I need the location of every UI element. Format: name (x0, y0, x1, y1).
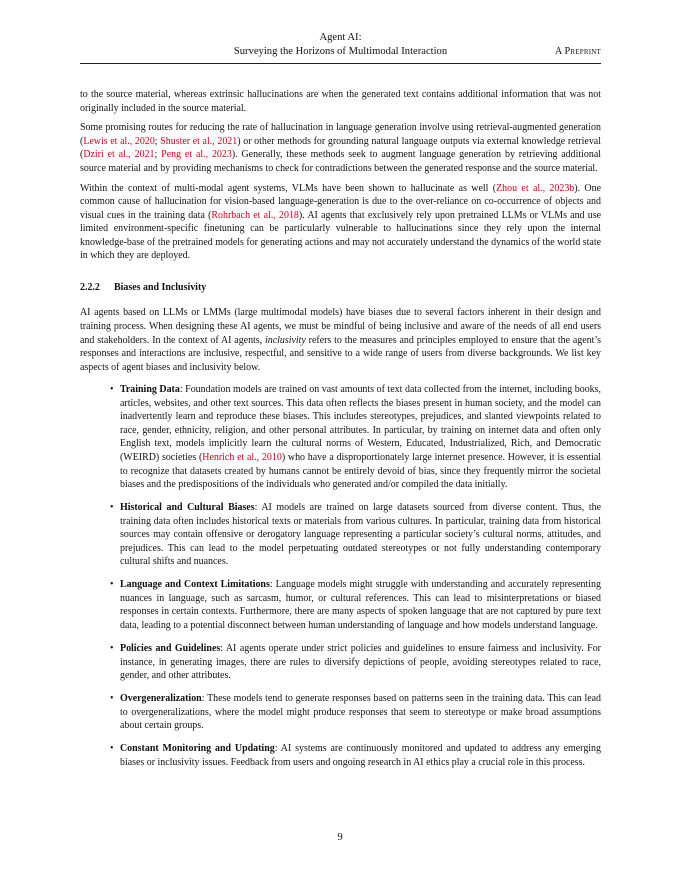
bullet-dot: • (110, 643, 114, 655)
paragraph-multimodal-hallucination (80, 182, 601, 263)
list-item-title: Language and Context Limitations (120, 579, 270, 591)
citation-lewis-2020[interactable]: Lewis et al., 2020 (83, 135, 155, 147)
list-item-language-context (110, 578, 601, 632)
page-number: 9 (337, 832, 343, 843)
list-item-title: Training Data (120, 384, 180, 396)
bullet-dot: • (110, 743, 114, 755)
bullet-dot: • (110, 579, 114, 591)
header-rule (80, 63, 601, 64)
section-number: 2.2.2 (80, 281, 100, 293)
text-span: AI agents based on LLMs or LMMs (large multimodal models) have biases due to several factors inherent in their design and training process. When designing these AI agents, we must be mindful of being inclusive and aware of the needs of all end users and stakeholders. In the context of AI agents, (80, 307, 601, 346)
running-header (80, 31, 601, 65)
list-item-title: Overgeneralization (120, 693, 202, 705)
citation-shuster-2021[interactable]: Shuster et al., 2021 (160, 135, 238, 147)
citation-zhou-2023b[interactable]: Zhou et al., 2023b (496, 182, 575, 194)
text-span: ; (154, 149, 162, 161)
text-span: : These models tend to generate responses based on patterns seen in the training data. This can lead to overgeneralizations, where the model might produce responses that seem to stereotype or make broad assumptions about certain groups. (120, 693, 601, 732)
citation-peng-2023[interactable]: Peng et al., 2023 (161, 149, 232, 161)
text-span: : AI models are trained on large datasets sourced from diverse content. Thus, the training data often includes historical texts or materials from various cultures. In particular, training data from historical sources may contain offensive or derogatory language representing a particular society’s cultural norms, attitudes, and prejudices. This can lead to the model perpetuating outdated stereotypes or not fully understanding contemporary cultural shifts and nuances. (120, 502, 601, 568)
bullet-dot: • (110, 384, 114, 396)
text-span: refers to the measures and principles employed to ensure that the agent’s responses and interactions are inclusive, respectful, and sensitive to a wide range of users from diverse backgrounds. We list key aspects of agent biases and inclusivity below. (80, 334, 601, 373)
bias-aspects-list (80, 383, 601, 769)
citation-rohrbach-2018[interactable]: Rohrbach et al., 2018 (211, 209, 299, 221)
header-preprint-label: A Preprint (554, 46, 601, 58)
text-span: : AI agents operate under strict policies and guidelines to ensure fairness and inclusivity. For instance, in generating images, there are rules to diversify depictions of people, avoiding stereotypes related to race, gender, and other attributes. (120, 643, 601, 682)
text-span: ; (154, 135, 161, 147)
paragraph-hallucination-end: to the source material, whereas extrinsic hallucinations are when the generated text contains additional information that was not originally included in the source material. (80, 89, 601, 114)
header-title-line1: Agent AI: (319, 32, 362, 43)
paragraph-biases-intro (80, 306, 601, 374)
page-body (80, 88, 601, 779)
citation-henrich-2010[interactable]: Henrich et al., 2010 (202, 451, 282, 463)
header-title-line2: Surveying the Horizons of Multimodal Interaction (233, 46, 448, 58)
bullet-dot: • (110, 693, 114, 705)
header-title-row (80, 45, 601, 59)
list-item-title: Policies and Guidelines (120, 643, 221, 655)
text-span: Some promising routes for reducing the rate of hallucination in language generation involve using retrieval-augmented generation ( (80, 122, 601, 147)
text-span: ) who have a disproportionately large internet presence. However, it is essential to recognize that datasets created by humans cannot be entirely devoid of bias, since they frequently mirror the societal biases and the predispositions of the individuals who generated and/or compiled the data initially. (120, 451, 601, 491)
bullet-dot: • (110, 502, 114, 514)
text-span: : AI systems are continuously monitored and updated to address any emerging biases or inclusivity issues. Feedback from users and ongoing research in AI ethics play a crucial role in this process. (120, 743, 601, 768)
text-span: Within the context of multi-modal agent systems, VLMs have been shown to hallucinate as well ( (80, 182, 497, 194)
text-span: : Language models might struggle with understanding and accurately representing nuances in language, such as sarcasm, humor, or cultural references. This can lead to misinterpretations or biased responses in certain contexts. Furthermore, there are many aspects of spoken language that are not captured by pure text data, leading to a potential disconnect between human understanding of language and how models understand language. (120, 579, 601, 631)
list-item-policies-guidelines (110, 642, 601, 683)
section-title: Biases and Inclusivity (114, 281, 207, 293)
list-item-monitoring-updating (110, 742, 601, 769)
list-item-historical-cultural (110, 501, 601, 569)
list-item-overgeneralization (110, 692, 601, 733)
text-span: ). Generally, these methods seek to augment language generation by retrieving additional source material and by providing mechanisms to check for contradictions between the generated response and the source material. (80, 149, 602, 174)
paragraph-retrieval-augmented (80, 121, 601, 175)
text-span: ). One common cause of hallucination for vision-based language-generation is due to the over-reliance on co-occurrence of objects and visual cues in the training data ( (80, 182, 601, 221)
text-span: ). AI agents that exclusively rely upon pretrained LLMs or VLMs and use limited environment-specific finetuning can be particularly vulnerable to hallucinations since they rely upon the internal knowledge-base of the pretrained models for generating actions and may not accurately understand the dynamics of the world state in which they are deployed. (80, 209, 601, 262)
citation-dziri-2021[interactable]: Dziri et al., 2021 (83, 149, 155, 161)
list-item-training-data (110, 383, 601, 491)
section-heading (80, 281, 601, 295)
emphasis-inclusivity: inclusivity (265, 334, 306, 346)
list-item-title: Constant Monitoring and Updating (120, 743, 275, 755)
list-item-title: Historical and Cultural Biases (120, 502, 255, 514)
text-span: ) or other methods for grounding natural language outputs via external knowledge retrieval ( (80, 135, 601, 161)
text-span: : Foundation models are trained on vast amounts of text data collected from the internet, including books, articles, websites, and other text sources. This data often reflects the biases present in human society, and the model can inadvertently learn and reproduce these biases. This includes stereotypes, prejudices, and slanted viewpoints related to race, gender, ethnicity, religion, and other personal attributes. In particular, by training on internet data and often only English text, models implicitly learn the cultural norms of Western, Educated, Industrialized, Rich, and Democratic (WEIRD) societies ( (120, 384, 601, 463)
